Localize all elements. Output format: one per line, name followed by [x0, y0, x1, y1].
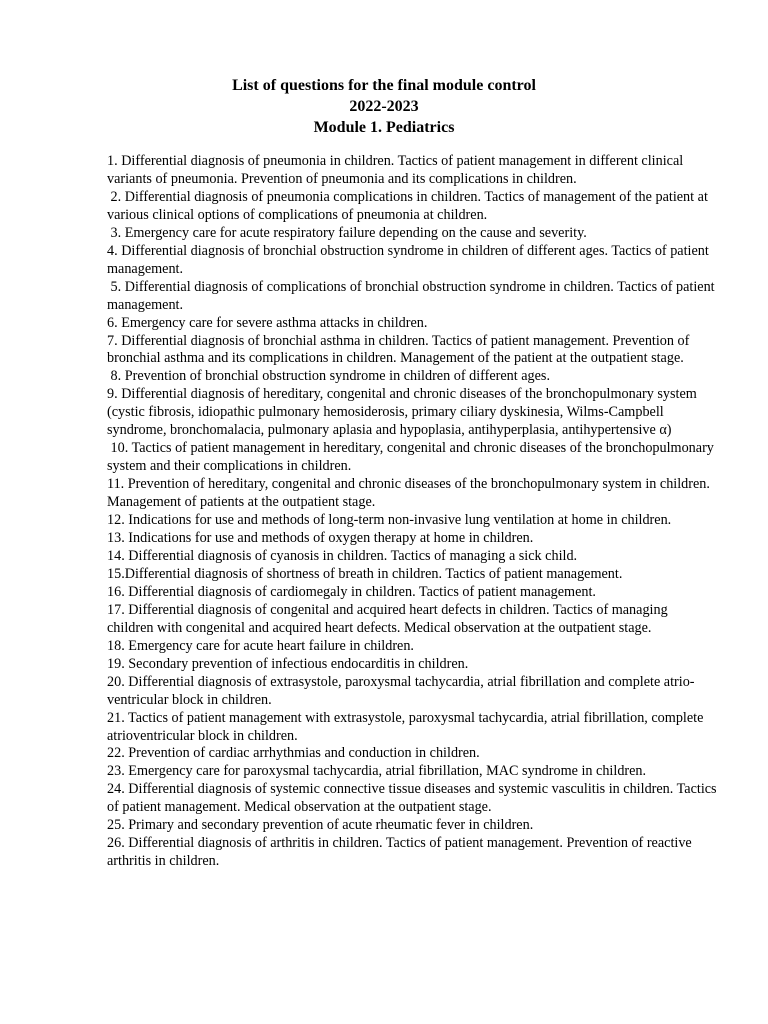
question-item: 16. Differential diagnosis of cardiomegaly in children. Tactics of patient management.: [107, 583, 596, 600]
module-title: Module 1. Pediatrics: [313, 119, 455, 136]
question-item: 15.Differential diagnosis of shortness of breath in children. Tactics of patient management.: [107, 565, 623, 582]
question-item: 1. Differential diagnosis of pneumonia in children. Tactics of patient management in different clinical variants of pneumonia. Prevention of pneumonia and its complications in children.: [107, 153, 687, 187]
question-item: 11. Prevention of hereditary, congenital and chronic diseases of the bronchopulmonary system in children. Management of patients at the outpatient stage.: [107, 476, 714, 511]
question-item: 23. Emergency care for paroxysmal tachycardia, atrial fibrillation, MAC syndrome in children.: [107, 763, 647, 780]
question-item: 2. Differential diagnosis of pneumonia complications in children. Tactics of management of the patient at various clinical options of complications of pneumonia at children.: [107, 188, 712, 223]
question-item: 26. Differential diagnosis of arthritis in children. Tactics of patient management. Prevention of reactive arthritis in children.: [107, 835, 696, 870]
question-item: 3. Emergency care for acute respiratory failure depending on the cause and severity.: [107, 224, 587, 241]
question-item: 20. Differential diagnosis of extrasystole, paroxysmal tachycardia, atrial fibrillation and complete atrio-ventricular block in children.: [107, 673, 695, 708]
question-item: 25. Primary and secondary prevention of acute rheumatic fever in children.: [107, 817, 534, 834]
question-list: [107, 153, 721, 871]
question-item: 5. Differential diagnosis of complications of bronchial obstruction syndrome in children. Tactics of patient management.: [107, 278, 719, 313]
question-item: 22. Prevention of cardiac arrhythmias and conduction in children.: [107, 745, 480, 762]
question-item: 19. Secondary prevention of infectious endocarditis in children.: [107, 655, 469, 672]
question-item: 4. Differential diagnosis of bronchial obstruction syndrome in children of different ages. Tactics of patient management.: [107, 242, 713, 277]
academic-year: 2022-2023: [349, 98, 419, 115]
document-title: List of questions for the final module control: [232, 77, 536, 94]
question-item: 8. Prevention of bronchial obstruction syndrome in children of different ages.: [107, 368, 550, 385]
document-header: [0, 75, 768, 138]
question-item: 13. Indications for use and methods of oxygen therapy at home in children.: [107, 530, 534, 547]
question-item: 9. Differential diagnosis of hereditary, congenital and chronic diseases of the bronchopulmonary system (cystic fibrosis, idiopathic pulmonary hemosiderosis, primary ciliary dyskinesia, Wilms-Campbell syndrome, bronchomalacia, pulmonary aplasia and hypoplasia, antihyperplasia, antihypertensive α): [107, 386, 701, 439]
question-item: 12. Indications for use and methods of long-term non-invasive lung ventilation at home in children.: [107, 512, 672, 529]
question-item: 17. Differential diagnosis of congenital and acquired heart defects in children. Tactics of managing children with congenital and acquired heart defects. Medical observation at the outpatient stage.: [107, 601, 672, 636]
question-item: 7. Differential diagnosis of bronchial asthma in children. Tactics of patient management. Prevention of bronchial asthma and its complications in children. Management of the patient at the outpatient stage.: [107, 332, 693, 367]
question-item: 24. Differential diagnosis of systemic connective tissue diseases and systemic vasculitis in children. Tactics of patient management. Medical observation at the outpatient stage.: [107, 781, 721, 816]
question-item: 6. Emergency care for severe asthma attacks in children.: [107, 314, 428, 331]
question-item: 18. Emergency care for acute heart failure in children.: [107, 637, 414, 654]
question-item: 21. Tactics of patient management with extrasystole, paroxysmal tachycardia, atrial fibrillation, complete atrioventricular block in children.: [107, 709, 707, 744]
question-item: 10. Tactics of patient management in hereditary, congenital and chronic diseases of the bronchopulmonary system and their complications in children.: [107, 440, 718, 475]
question-item: 14. Differential diagnosis of cyanosis in children. Tactics of managing a sick child.: [107, 547, 578, 564]
